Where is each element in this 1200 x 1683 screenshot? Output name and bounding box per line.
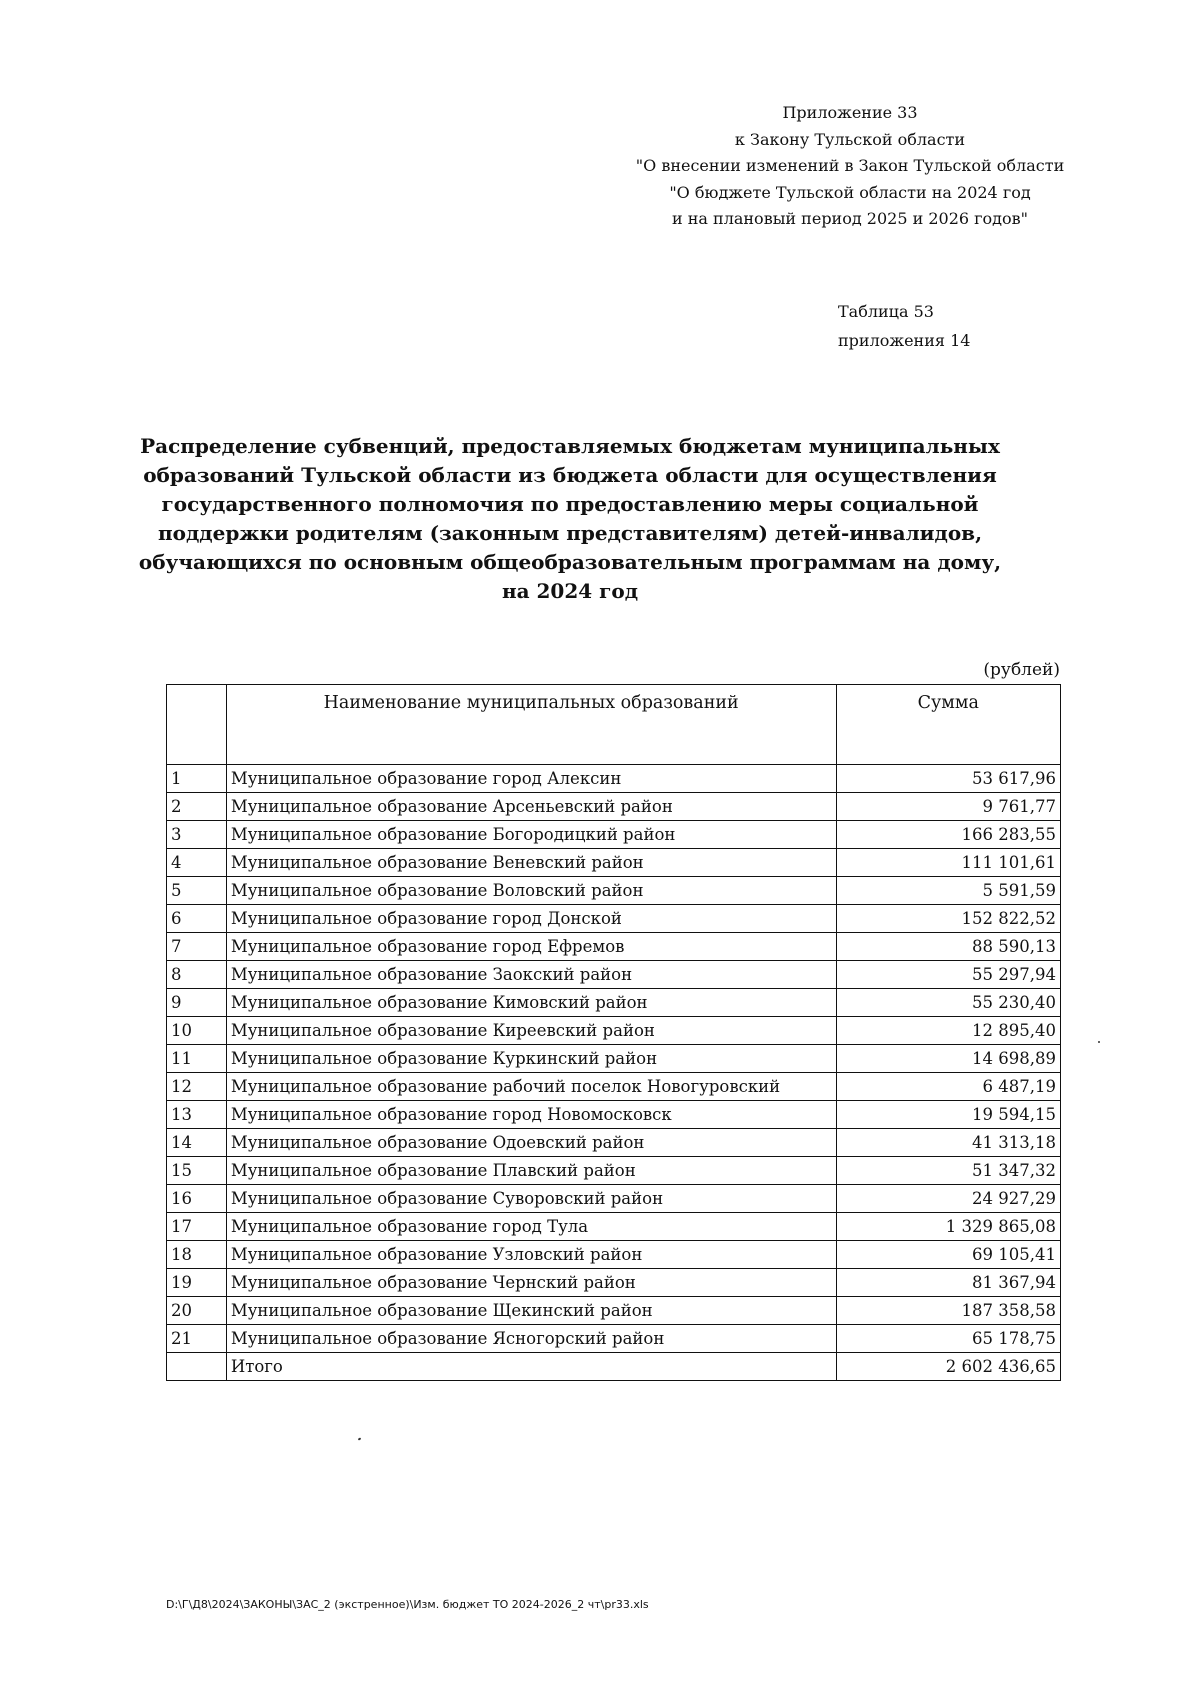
row-name: Муниципальное образование Воловский район [226,877,836,905]
row-num: 2 [167,793,227,821]
row-num: 18 [167,1241,227,1269]
row-name: Муниципальное образование город Донской [226,905,836,933]
row-num: 16 [167,1185,227,1213]
row-sum: 19 594,15 [836,1101,1060,1129]
row-sum: 9 761,77 [836,793,1060,821]
row-num: 10 [167,1017,227,1045]
row-sum: 51 347,32 [836,1157,1060,1185]
scan-speck [358,1437,362,1440]
row-sum: 5 591,59 [836,877,1060,905]
document-title: Распределение субвенций, предоставляемых бюджетам муниципальных образований Тульской области из бюджета области для осуществления государственного полномочия по предоставлению меры социальной поддержки родителям (законным представителям) детей-инвалидов, обучающихся по основным общеобразовательным программам на дому, на 2024 год [138,434,1002,603]
row-num: 8 [167,961,227,989]
row-num: 14 [167,1129,227,1157]
appendix-line: "О внесении изменений в Закон Тульской области [635,156,1065,175]
appendix-line: Приложение 33 [782,103,918,122]
table-row [167,1017,1061,1045]
row-name: Муниципальное образование Кимовский район [226,989,836,1017]
row-name: Муниципальное образование город Ефремов [226,933,836,961]
row-num: 1 [167,765,227,793]
units-label: (рублей) [983,660,1060,680]
row-sum: 24 927,29 [836,1185,1060,1213]
row-num: 17 [167,1213,227,1241]
table-row [167,1325,1061,1353]
row-name: Муниципальное образование Арсеньевский район [226,793,836,821]
row-name: Муниципальное образование город Тула [226,1213,836,1241]
row-sum: 65 178,75 [836,1325,1060,1353]
row-name: Муниципальное образование Чернский район [226,1269,836,1297]
total-row [167,1353,1061,1381]
table-row [167,765,1061,793]
row-num: 4 [167,849,227,877]
row-num: 20 [167,1297,227,1325]
row-name: Муниципальное образование Куркинский район [226,1045,836,1073]
distribution-table [166,684,1061,1381]
row-num: 5 [167,877,227,905]
row-num: 21 [167,1325,227,1353]
row-num: 15 [167,1157,227,1185]
row-sum: 6 487,19 [836,1073,1060,1101]
table-header-row [167,685,1061,765]
appendix-line: "О бюджете Тульской области на 2024 год [669,182,1031,202]
row-sum: 1 329 865,08 [836,1213,1060,1241]
table-row [167,905,1061,933]
row-num: 7 [167,933,227,961]
table-row [167,1073,1061,1101]
table-row [167,877,1061,905]
row-sum: 152 822,52 [836,905,1060,933]
row-sum: 69 105,41 [836,1241,1060,1269]
row-sum: 41 313,18 [836,1129,1060,1157]
table-row [167,849,1061,877]
row-name: Муниципальное образование рабочий поселок Новогуровский [226,1073,836,1101]
appendix-line: к Закону Тульской области [734,129,966,149]
table-row [167,793,1061,821]
row-sum: 55 230,40 [836,989,1060,1017]
row-name: Муниципальное образование Узловский район [226,1241,836,1269]
row-num: 9 [167,989,227,1017]
row-name: Муниципальное образование город Новомосковск [226,1101,836,1129]
row-sum: 14 698,89 [836,1045,1060,1073]
total-label: Итого [226,1353,836,1381]
table-row [167,1269,1061,1297]
table-row [167,1045,1061,1073]
row-name: Муниципальное образование Заокский район [226,961,836,989]
table-ref-line: Таблица 53 [838,302,934,321]
header-sum: Сумма [836,685,1060,765]
table-ref-line: приложения 14 [838,331,971,350]
row-num: 13 [167,1101,227,1129]
row-name: Муниципальное образование Щекинский район [226,1297,836,1325]
table-row [167,1101,1061,1129]
row-name: Муниципальное образование Плавский район [226,1157,836,1185]
total-num [167,1353,227,1381]
table-row [167,821,1061,849]
table-row [167,1213,1061,1241]
row-num: 6 [167,905,227,933]
row-num: 11 [167,1045,227,1073]
row-name: Муниципальное образование Одоевский район [226,1129,836,1157]
table-row [167,1241,1061,1269]
table-row [167,989,1061,1017]
table-row [167,1157,1061,1185]
row-name: Муниципальное образование Ясногорский район [226,1325,836,1353]
header-num [167,685,227,765]
table-row [167,1185,1061,1213]
row-name: Муниципальное образование Киреевский район [226,1017,836,1045]
row-sum: 88 590,13 [836,933,1060,961]
table-row [167,961,1061,989]
row-sum: 187 358,58 [836,1297,1060,1325]
scan-speck [1098,1041,1100,1043]
row-sum: 12 895,40 [836,1017,1060,1045]
row-sum: 111 101,61 [836,849,1060,877]
appendix-header [600,100,1100,233]
file-path-footer: D:\Г\Д8\2024\ЗАКОНЫ\ЗАС_2 (экстренное)\Изм. бюджет ТО 2024-2026_2 чт\pr33.xls [166,1598,649,1611]
row-num: 12 [167,1073,227,1101]
row-sum: 55 297,94 [836,961,1060,989]
total-sum: 2 602 436,65 [836,1353,1060,1381]
row-name: Муниципальное образование город Алексин [226,765,836,793]
row-sum: 53 617,96 [836,765,1060,793]
header-name: Наименование муниципальных образований [226,685,836,765]
table-row [167,933,1061,961]
row-name: Муниципальное образование Суворовский район [226,1185,836,1213]
table-row [167,1297,1061,1325]
row-sum: 166 283,55 [836,821,1060,849]
appendix-line: и на плановый период 2025 и 2026 годов" [671,209,1029,228]
row-sum: 81 367,94 [836,1269,1060,1297]
row-num: 19 [167,1269,227,1297]
row-name: Муниципальное образование Богородицкий район [226,821,836,849]
table-row [167,1129,1061,1157]
row-num: 3 [167,821,227,849]
table-reference [838,297,970,355]
row-name: Муниципальное образование Веневский район [226,849,836,877]
